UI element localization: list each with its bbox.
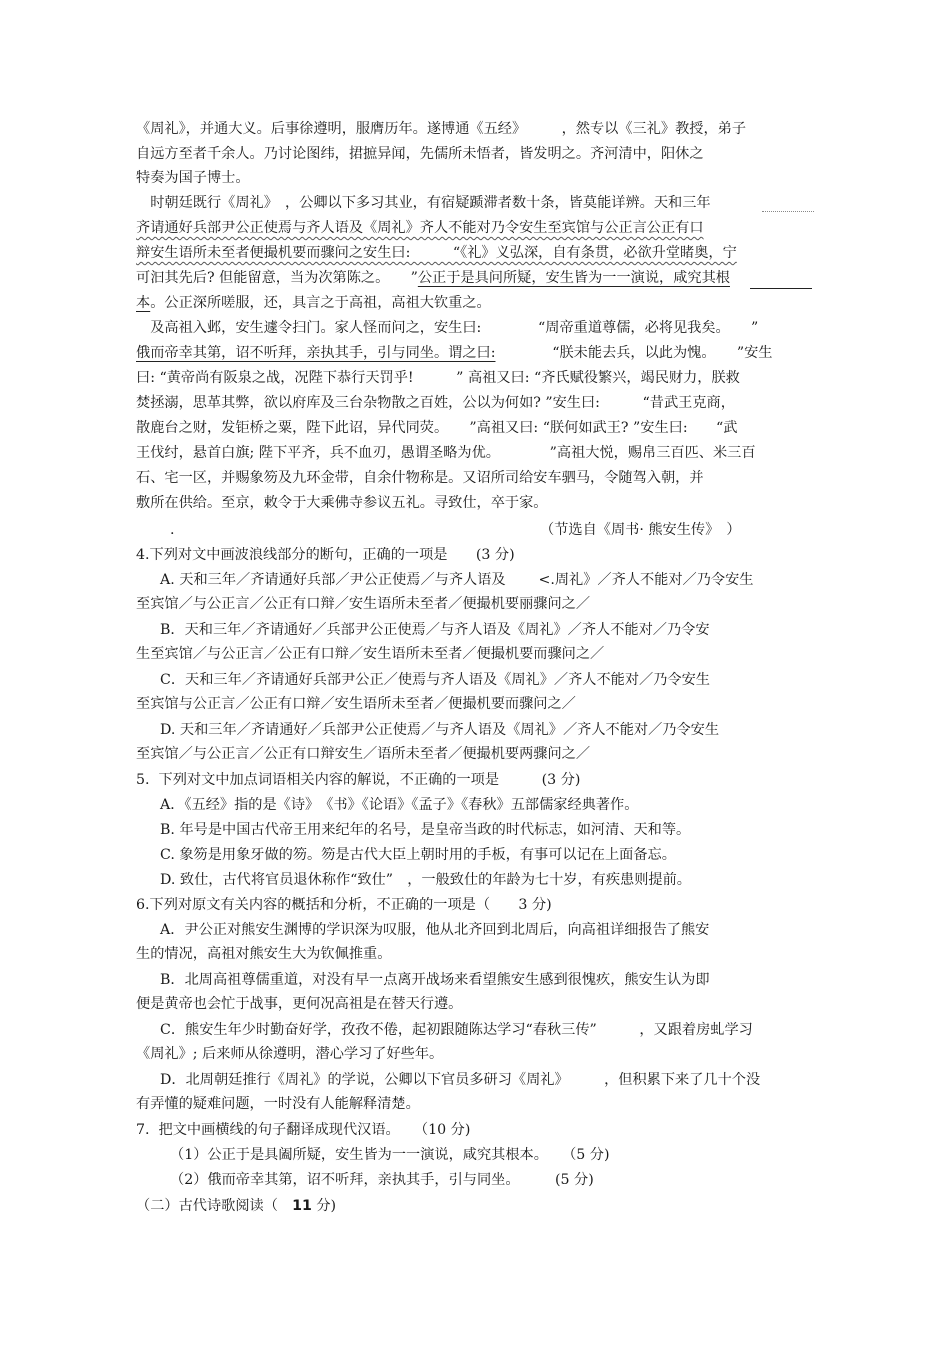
passage-line: 散鹿台之财，发钜桥之粟，陛下此诏，异代同荧。 ”高祖又曰: “朕何如武王? ”安生曰: “武	[136, 420, 738, 436]
underlined-sentence-1: 公正于是具问所疑，安生皆为一一演说，咸究其根	[417, 270, 730, 286]
passage-line: 《周礼》，并通大义。后事徐遵明，服膺历年。遂博通《五经》 ，然专以《三礼》教授，弟子	[136, 121, 747, 137]
question-4-option-d: D. 天和三年／齐请通好／兵部尹公正使焉／与齐人语及《周礼》／齐人不能对／乃令安生	[160, 722, 720, 738]
question-4-option-a: A. 天和三年／齐请通好兵部／尹公正使焉／与齐人语及 <.周礼》／齐人不能对／乃令安生	[160, 572, 754, 588]
question-6-option-c-cont: 《周礼》; 后来师从徐遵明，潜心学习了好些年。	[136, 1046, 444, 1062]
passage-line	[136, 293, 491, 313]
question-4-option-d-cont: 至宾馆／与公正言／公正有口辩安生／语所未至者／便撮机要两骤问之／	[136, 746, 591, 762]
passage-text: 可汩其先后? 但能留意，当为次第陈之。 ”	[136, 270, 418, 286]
question-6-option-c: C．熊安生年少时勤奋好学，孜孜不倦，起初跟随陈达学习“春秋三传” ，又跟着房虬学习	[160, 1022, 753, 1038]
question-4-option-a-cont: 至宾馆／与公正言／公正有口辩／安生语所未至者／便撮机要丽骤问之／	[136, 596, 591, 612]
passage-line: 王伐纣，悬首白旗; 陛下平齐，兵不血刃，愚谓圣略为优。 ”高祖大悦，赐帛三百匹、米三百	[136, 445, 756, 461]
passage-line: 时朝廷既行《周礼》 ，公卿以下多习其业，有宿疑踬滞者数十条，皆莫能详辨。天和三年	[136, 195, 711, 211]
passage-text: 。公正深所嗟服，还，具言之于高祖，高祖大钦重之。	[150, 295, 491, 311]
wavy-underlined-passage-end: 辩安生语所未至者便撮机要而骤问之安生曰: “《礼》义弘深，自有条贯，必欲升堂睹奥，宁	[136, 245, 737, 261]
question-4-stem: 4.下列对文中画波浪线部分的断句，正确的一项是 (3 分)	[136, 547, 515, 563]
underlined-sentence-1-end: 本	[136, 295, 151, 311]
question-4-option-b-cont: 生至宾馆／与公正言／公正有口辩／安生语所未至者／便撮机要而骤问之／	[136, 646, 605, 662]
question-5-stem: 5. 下列对文中加点词语相关内容的解说，不正确的一项是 (3 分)	[136, 772, 581, 788]
question-4-option-b: B．天和三年／齐请通好／兵部尹公正使焉／与齐人语及《周礼》／齐人不能对／乃令安	[160, 622, 710, 638]
wavy-underlined-passage: 齐请通好兵部尹公正使焉与齐人语及《周礼》齐人不能对乃令安生至宾馆与公正言公正有口	[136, 220, 704, 236]
question-6-option-d: D．北周朝廷推行《周礼》的学说，公卿以下官员多研习《周礼》 ，但积累下来了几十个没	[160, 1072, 761, 1088]
question-6-option-a: A．尹公正对熊安生渊博的学识深为叹服，他从北齐回到北周后，向高祖详细报告了熊安	[160, 922, 710, 938]
question-6-option-d-cont: 有弄懂的疑难问题，一时没有人能解释清楚。	[136, 1096, 420, 1112]
question-7-stem: 7. 把文中画横线的句子翻译成现代汉语。 （10 分)	[136, 1122, 471, 1138]
passage-line: 焚拯溺，思革其弊，欲以府库及三台杂物散之百姓，公以为何如? ”安生曰: “昔武王克商，	[136, 395, 735, 411]
question-6-stem: 6.下列对原文有关内容的概括和分析，不正确的一项是（ 3 分)	[136, 897, 552, 913]
question-7-sentence-1: （1）公正于是具阖所疑，安生皆为一一演说，咸究其根本。 （5 分)	[170, 1147, 610, 1163]
source-citation: （节选自《周书· 熊安生传》 ）	[540, 522, 741, 538]
passage-line: 及高祖入邺，安生遽令扫门。家人怪而问之，安生曰: “周帝重道尊儒，必将见我矣。 ”	[136, 320, 759, 336]
question-5-option-d: D. 致仕，古代将官员退休称作“致仕” ，一般致仕的年龄为七十岁，有疾患则提前。	[160, 872, 691, 888]
passage-line	[136, 343, 772, 363]
passage-line: 石、宅一区，并赐象笏及九环金带，自余什物称是。又诏所司给安车驷马，令随驾入朝，并	[136, 470, 704, 486]
section-heading-suffix: 分)	[311, 1198, 337, 1214]
passage-line	[136, 243, 737, 263]
question-6-option-b-cont: 便是黄帝也会忙于战事，更何况高祖是在替天行遵。	[136, 996, 463, 1012]
question-6-option-b: B．北周高祖尊儒重道，对没有早一点离开战场来看望熊安生感到很愧疚，熊安生认为即	[160, 972, 710, 988]
question-5-option-c: C. 象笏是用象牙做的笏。笏是古代大臣上朝时用的手板，有事可以记在上面备忘。	[160, 847, 676, 863]
question-7-sentence-2: （2）俄而帝幸其第，诏不听拜，亲执其手，引与同坐。 (5 分)	[170, 1172, 594, 1188]
passage-line: 敷所在供给。至京，敕令于大乘佛寺参议五礼。寻致仕，卒于家。	[136, 495, 548, 511]
section-heading	[136, 1196, 336, 1216]
wavy-underline-continuation	[762, 211, 814, 212]
question-4-option-c-cont: 至宾馆与公正言／公正有口辩／安生语所未至者／便撮机要而骤问之／	[136, 696, 576, 712]
section-heading-text: （二）古代诗歌阅读（	[136, 1198, 293, 1214]
underlined-sentence-2: 俄而帝幸其第，诏不听拜，亲执其手，引与同坐。谓之曰:	[136, 345, 496, 361]
underline-continuation	[750, 288, 812, 289]
passage-line: 曰: “黄帝尚有阪泉之战，况陛下恭行天罚乎! ” 高祖又曰: “齐氏赋役繁兴，竭民财力，朕救	[136, 370, 740, 386]
question-5-option-b: B. 年号是中国古代帝王用来纪年的名号，是皇帝当政的时代标志，如河清、天和等。	[160, 822, 691, 838]
question-4-option-c: C．天和三年／齐请通好兵部尹公正／使焉与齐人语及《周礼》／齐人不能对／乃令安生	[160, 672, 710, 688]
question-5-option-a: A．《五经》指的是《诗》 《书》《论语》《孟子》《春秋》五部儒家经典著作。	[160, 797, 639, 813]
passage-text: “朕未能去兵，以此为愧。 ”安生	[495, 345, 773, 361]
question-6-option-a-cont: 生的情况，高祖对熊安生大为钦佩推重。	[136, 946, 392, 962]
passage-line: 特奏为国子博士。	[136, 170, 250, 186]
section-score: 11	[292, 1198, 312, 1214]
stray-dot: .	[170, 522, 175, 538]
passage-line: 自远方至者千余人。乃讨论图纬，捃摭异闻，先儒所未悟者，皆发明之。齐河清中，阳休之	[136, 146, 704, 162]
passage-line	[136, 268, 730, 288]
